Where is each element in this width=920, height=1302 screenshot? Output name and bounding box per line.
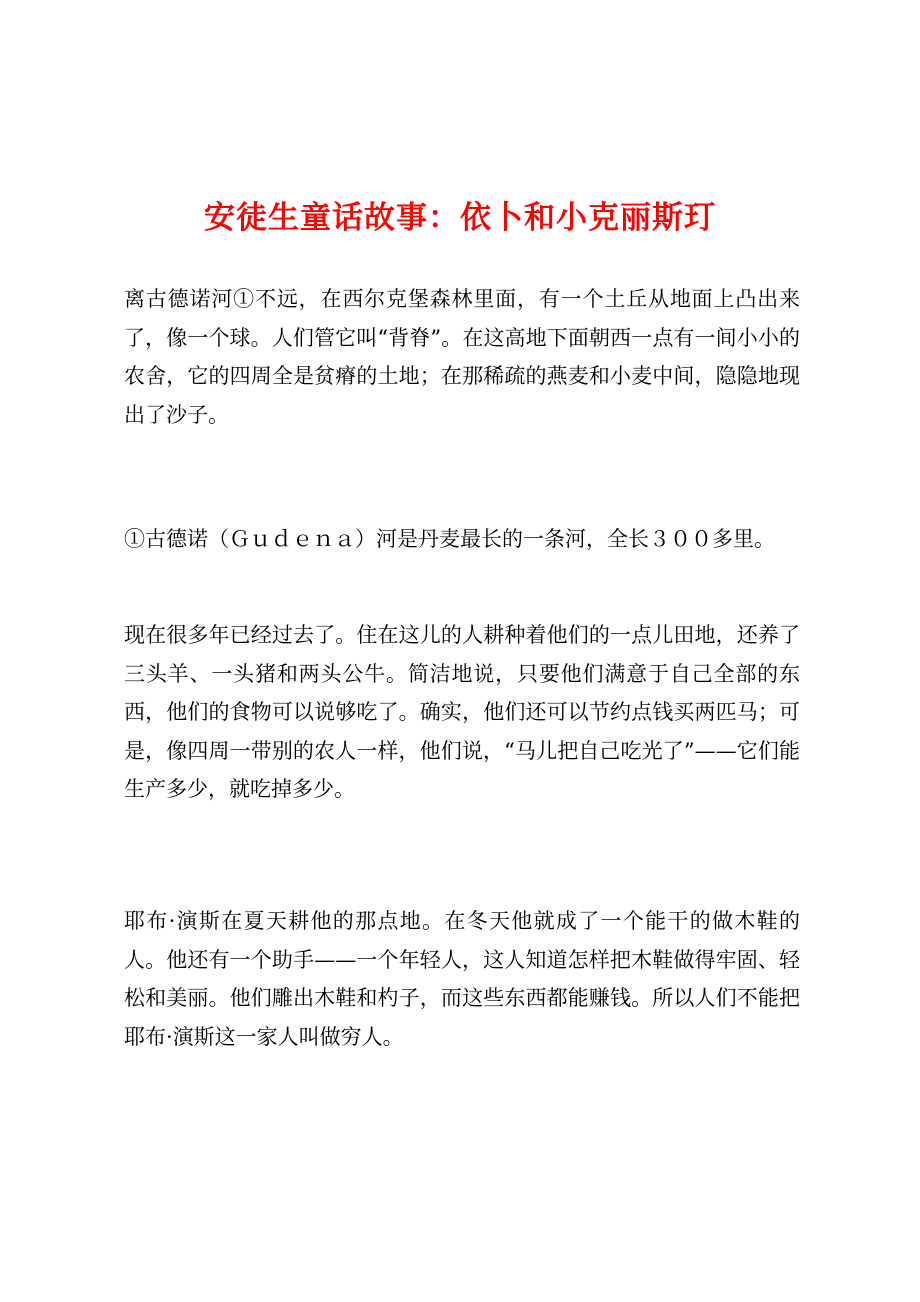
paragraph-footnote: ①古德诺（Ｇｕｄｅｎａ）河是丹麦最长的一条河，全长３００多里。 xyxy=(124,527,775,551)
paragraph-intro: 离古德诺河①不远，在西尔克堡森林里面，有一个土丘从地面上凸出来了，像一个球。人们管它叫“背脊”。在这高地下面朝西一点有一间小小的农舍，它的四周全是贫瘠的土地；在那稀疏的燕麦和小麦中间，隐隐地现出了沙子。 xyxy=(124,287,800,427)
paragraph-jeppe-jens: 耶布·演斯在夏天耕他的那点地。在冬天他就成了一个能干的做木鞋的人。他还有一个助手——一个年轻人，这人知道怎样把木鞋做得牢固、轻松和美丽。他们雕出木鞋和杓子，而这些东西都能赚钱。所以人们不能把耶布·演斯这一家人叫做穷人。 xyxy=(124,909,800,1049)
document-title: 安徒生童话故事：依卜和小克丽斯玎 xyxy=(204,200,716,236)
paragraph-farm-life: 现在很多年已经过去了。住在这儿的人耕种着他们的一点儿田地，还养了三头羊、一头猪和两头公牛。简洁地说，只要他们满意于自己全部的东西，他们的食物可以说够吃了。确实，他们还可以节约点钱买两匹马；可是，像四周一带别的农人一样，他们说，“马儿把自己吃光了”——它们能生产多少，就吃掉多少。 xyxy=(124,623,800,801)
